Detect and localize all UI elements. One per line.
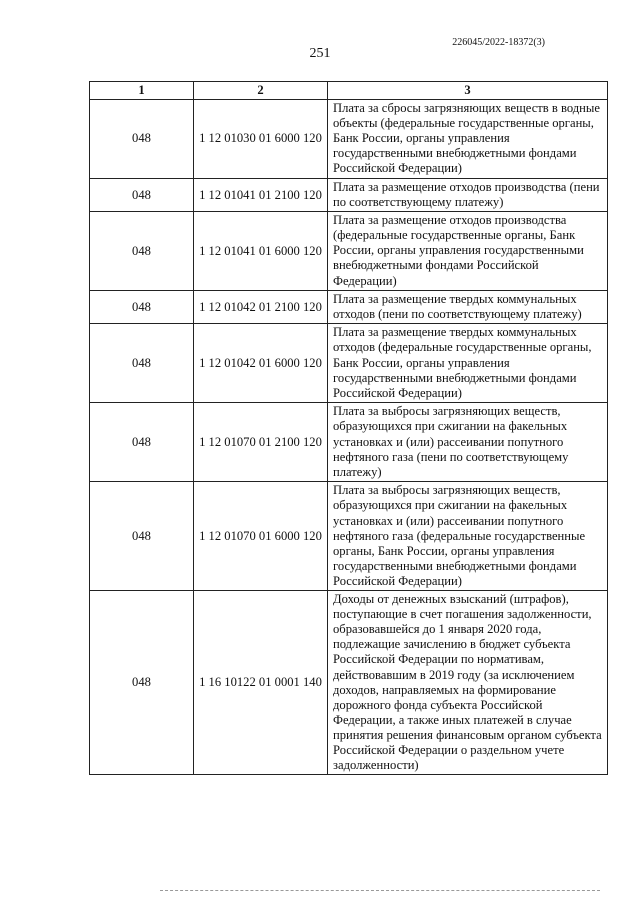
budget-code-cell: 1 12 01041 01 2100 120 — [194, 179, 328, 212]
table-row — [90, 100, 608, 179]
description-cell: Плата за размещение твердых коммунальных отходов (федеральные государственные органы, Банк России, органы управления государственными внебюджетными фондами Российской Федерации) — [328, 324, 608, 403]
admin-code-cell: 048 — [90, 291, 194, 324]
footer-divider — [160, 890, 600, 891]
table-row — [90, 179, 608, 212]
admin-code-cell: 048 — [90, 179, 194, 212]
budget-code-cell: 1 12 01041 01 6000 120 — [194, 212, 328, 291]
description-cell: Плата за размещение отходов производства (федеральные государственные органы, Банк России, органы управления государственными внебюджетными фондами Российской Федерации) — [328, 212, 608, 291]
admin-code-cell: 048 — [90, 403, 194, 482]
table-row — [90, 591, 608, 775]
table-row — [90, 403, 608, 482]
description-cell: Плата за сбросы загрязняющих веществ в водные объекты (федеральные государственные органы, Банк России, органы управления государственными внебюджетными фондами Российской Федерации) — [328, 100, 608, 179]
admin-code-cell: 048 — [90, 212, 194, 291]
description-cell: Доходы от денежных взысканий (штрафов), поступающие в счет погашения задолженности, образовавшейся до 1 января 2020 года, подлежащие зачислению в бюджет субъекта Российской Федерации по нормативам, действовавшим в 2019 году (за исключением доходов, направляемых на формирование дорожного фонда субъекта Российской Федерации, а также иных платежей в случае принятия решения финансовым органом субъекта Российской Федерации о раздельном учете задолженности) — [328, 591, 608, 775]
page-number: 251 — [309, 46, 331, 61]
column-header-2: 2 — [194, 82, 328, 100]
admin-code-cell: 048 — [90, 591, 194, 775]
admin-code-cell: 048 — [90, 482, 194, 591]
document-number: 226045/2022-18372(3) — [452, 37, 545, 48]
budget-codes-table — [89, 81, 608, 775]
table-header-row — [90, 82, 608, 100]
budget-code-cell: 1 12 01042 01 6000 120 — [194, 324, 328, 403]
budget-code-cell: 1 16 10122 01 0001 140 — [194, 591, 328, 775]
description-cell: Плата за выбросы загрязняющих веществ, образующихся при сжигании на факельных установках и (или) рассеивании попутного нефтяного газа (пени по соответствующему платежу) — [328, 403, 608, 482]
table-row — [90, 482, 608, 591]
budget-code-cell: 1 12 01070 01 2100 120 — [194, 403, 328, 482]
table-row — [90, 212, 608, 291]
description-cell: Плата за выбросы загрязняющих веществ, образующихся при сжигании на факельных установках и (или) рассеивании попутного нефтяного газа (федеральные государственные органы, Банк России, органы управления государственными внебюджетными фондами Российской Федерации) — [328, 482, 608, 591]
description-cell: Плата за размещение твердых коммунальных отходов (пени по соответствующему платежу) — [328, 291, 608, 324]
column-header-3: 3 — [328, 82, 608, 100]
description-cell: Плата за размещение отходов производства (пени по соответствующему платежу) — [328, 179, 608, 212]
admin-code-cell: 048 — [90, 100, 194, 179]
budget-code-cell: 1 12 01030 01 6000 120 — [194, 100, 328, 179]
column-header-1: 1 — [90, 82, 194, 100]
admin-code-cell: 048 — [90, 324, 194, 403]
table-row — [90, 291, 608, 324]
budget-code-cell: 1 12 01042 01 2100 120 — [194, 291, 328, 324]
budget-code-cell: 1 12 01070 01 6000 120 — [194, 482, 328, 591]
table-row — [90, 324, 608, 403]
